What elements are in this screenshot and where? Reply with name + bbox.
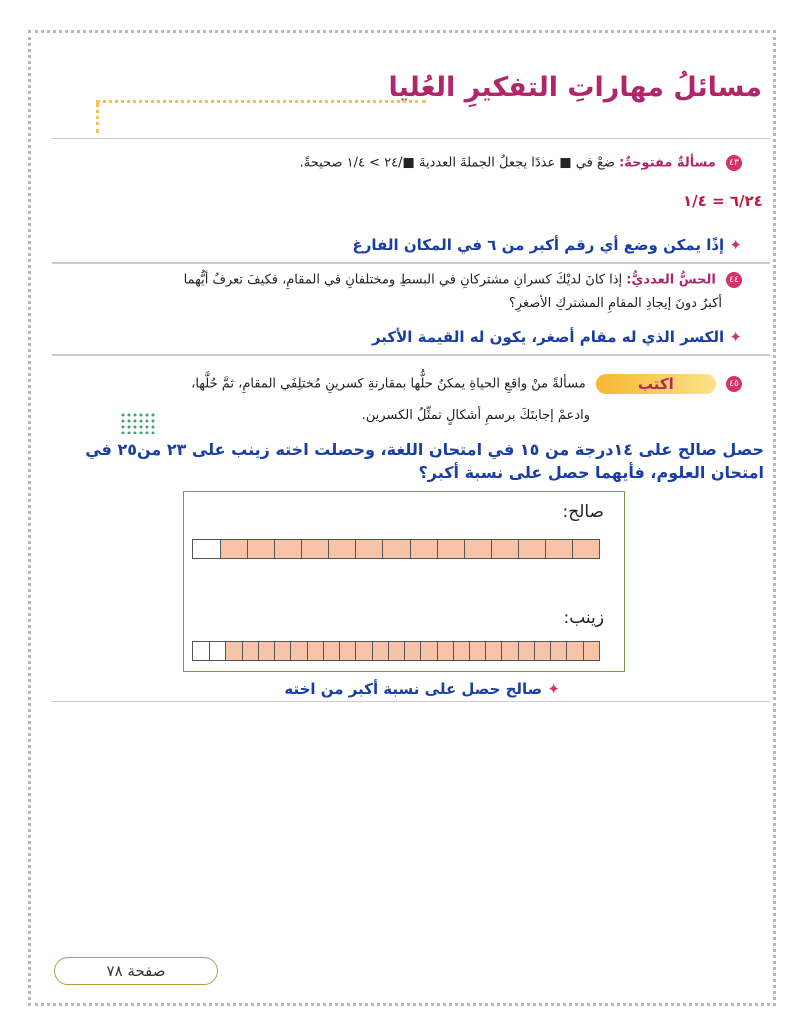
filled-cell <box>491 540 518 558</box>
filled-cell <box>545 540 572 558</box>
page-number: صفحة ٧٨ <box>54 957 218 985</box>
filled-cell <box>307 642 323 660</box>
answer-43 <box>353 236 742 254</box>
filled-cell <box>404 642 420 660</box>
filled-cell <box>437 540 464 558</box>
star-icon: ✦ <box>547 680 560 698</box>
section-title: مسائلُ مهاراتِ التفكيرِ العُليا <box>388 72 762 103</box>
question-text: ضعْ في ■ عددًا يجعلُ الجملةَ العدديةَ ■/٢٤ > ١/٤ صحيحةً. <box>299 155 615 171</box>
filled-cell <box>355 540 382 558</box>
title-dotted-corner <box>96 103 99 133</box>
filled-cell <box>225 642 241 660</box>
star-icon: ✦ <box>729 236 742 254</box>
filled-cell <box>290 642 306 660</box>
filled-cell <box>355 642 371 660</box>
fraction-bars-panel <box>183 491 625 672</box>
question-text: مسألةً منْ واقعِ الحياةِ يمكنُ حلُّها بمقارنةِ كسرينِ مُختلِفَي المقامِ، ثمَّ حُلَّها، <box>191 376 586 392</box>
filled-cell <box>485 642 501 660</box>
filled-cell <box>469 642 485 660</box>
question-45 <box>191 374 742 394</box>
question-number: ٤٤ <box>726 272 742 288</box>
star-icon: ✦ <box>729 328 742 346</box>
answer-44 <box>372 328 742 346</box>
filled-cell <box>323 642 339 660</box>
fraction-answer: ٦/٢٤ = ١/٤ <box>683 192 763 210</box>
title-dotted-line <box>96 100 426 103</box>
question-text: إذا كانَ لديْكَ كسرانِ مشتركانِ في البسطِ ومختلفانِ في المقامِ، فكيفَ تعرفُ أيُّهما <box>183 272 623 288</box>
answer-text: إذًا يمكن وضع أي رقم أكبر من ٦ في المكان الفارغ <box>352 236 725 254</box>
filled-cell <box>518 642 534 660</box>
question-number: ٤٣ <box>726 155 742 171</box>
filled-cell <box>274 540 301 558</box>
answer-45 <box>284 680 560 698</box>
filled-cell <box>372 642 388 660</box>
question-45-line2: وادعمْ إجابتَكَ برسمِ أشكالٍ تمثِّلُ الكسرين. <box>361 408 590 423</box>
filled-cell <box>328 540 355 558</box>
filled-cell <box>410 540 437 558</box>
filled-cell <box>382 540 409 558</box>
filled-cell <box>274 642 290 660</box>
answer-text: الكسر الذي له مقام أصغر، يكون له القيمة الأكبر <box>371 328 725 346</box>
empty-cell <box>209 642 225 660</box>
question-number: ٤٥ <box>726 376 742 392</box>
filled-cell <box>534 642 550 660</box>
ministry-logo-icon <box>120 412 156 434</box>
filled-cell <box>566 642 582 660</box>
filled-cell <box>220 540 247 558</box>
question-label: الحسُّ العدديُّ: <box>626 272 716 288</box>
filled-cell <box>518 540 545 558</box>
filled-cell <box>420 642 436 660</box>
salih-label: صالح: <box>562 502 604 522</box>
filled-cell <box>388 642 404 660</box>
filled-cell <box>501 642 517 660</box>
filled-cell <box>453 642 469 660</box>
filled-cell <box>339 642 355 660</box>
question-label: مسألةٌ مفتوحةٌ: <box>619 155 716 171</box>
filled-cell <box>242 642 258 660</box>
question-44-line2: أكبرُ دونَ إيجادِ المقامِ المشتركِ الأصغرِ؟ <box>508 296 722 311</box>
filled-cell <box>583 642 599 660</box>
salih-fraction-bar <box>192 539 600 559</box>
filled-cell <box>301 540 328 558</box>
question-44 <box>184 272 742 288</box>
zainab-fraction-bar <box>192 641 600 661</box>
filled-cell <box>572 540 599 558</box>
question-43 <box>300 155 742 171</box>
filled-cell <box>247 540 274 558</box>
filled-cell <box>464 540 491 558</box>
problem-line2: امتحان العلوم، فأيهما حصل على نسبة أكبر؟ <box>418 463 764 482</box>
write-pencil-badge: اكتب <box>596 374 716 394</box>
empty-cell <box>193 642 209 660</box>
filled-cell <box>437 642 453 660</box>
filled-cell <box>258 642 274 660</box>
problem-line1: حصل صالح على ١٤درجة من ١٥ في امتحان اللغة، وحصلت اخته زينب على ٢٣ من٢٥ في <box>85 440 764 459</box>
answer-text: صالح حصل على نسبة أكبر من اخته <box>284 680 543 698</box>
filled-cell <box>550 642 566 660</box>
empty-cell <box>193 540 220 558</box>
zainab-label: زينب: <box>563 608 604 628</box>
